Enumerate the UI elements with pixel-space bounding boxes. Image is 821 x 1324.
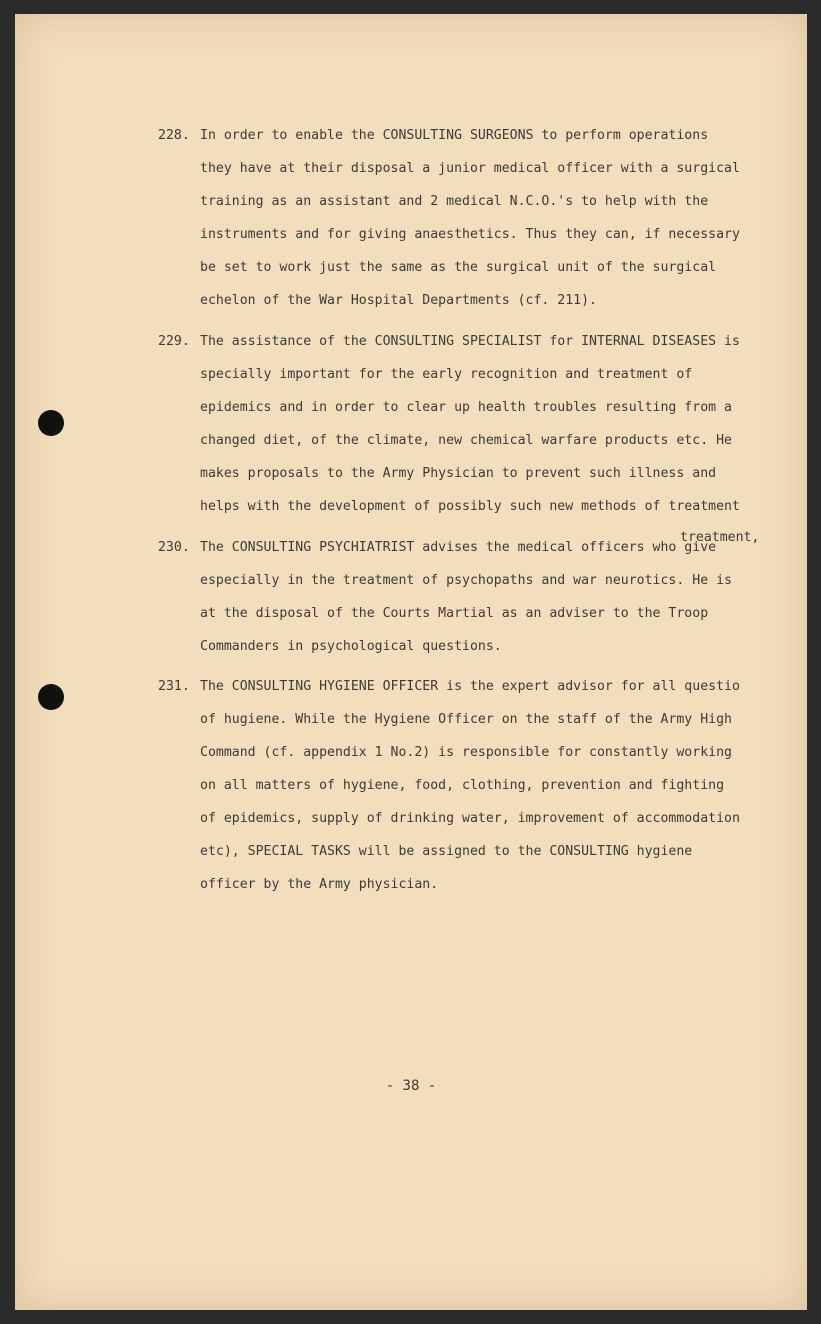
text-line: The CONSULTING PSYCHIATRIST advises the medical officers who give xyxy=(200,540,717,555)
paragraph-number: 231. xyxy=(158,679,190,694)
text-line: training as an assistant and 2 medical N.C.O.'s to help with the xyxy=(200,194,709,209)
text-line: of hugiene. While the Hygiene Officer on the staff of the Army High xyxy=(200,712,732,727)
text-line: at the disposal of the Courts Martial as an adviser to the Troop xyxy=(200,606,709,621)
text-line: Commanders in psychological questions. xyxy=(200,639,502,654)
text-line: on all matters of hygiene, food, clothing, prevention and fighting xyxy=(200,778,725,793)
text-line: changed diet, of the climate, new chemical warfare products etc. He xyxy=(200,433,732,448)
insertion-note: treatment, xyxy=(680,530,760,545)
text-line: Command (cf. appendix 1 No.2) is responsible for constantly working xyxy=(200,745,732,760)
text-line: epidemics and in order to clear up health troubles resulting from a xyxy=(200,400,732,415)
text-line: instruments and for giving anaesthetics. Thus they can, if necessary xyxy=(200,227,740,242)
text-line: helps with the development of possibly such new methods of treatment xyxy=(200,499,740,514)
text-line: officer by the Army physician. xyxy=(200,877,439,892)
text-line: The CONSULTING HYGIENE OFFICER is the expert advisor for all questio xyxy=(200,679,740,694)
paragraph-number: 229. xyxy=(158,334,190,349)
text-line: echelon of the War Hospital Departments (cf. 211). xyxy=(200,293,597,308)
punch-hole xyxy=(38,410,64,436)
page-number: - 38 - xyxy=(385,1078,437,1094)
text-line: of epidemics, supply of drinking water, improvement of accommodation xyxy=(200,811,740,826)
text-line: In order to enable the CONSULTING SURGEONS to perform operations xyxy=(200,128,709,143)
punch-hole xyxy=(38,684,64,710)
paragraph-number: 230. xyxy=(158,540,190,555)
text-line: specially important for the early recognition and treatment of xyxy=(200,367,693,382)
text-line: etc), SPECIAL TASKS will be assigned to the CONSULTING hygiene xyxy=(200,844,693,859)
text-line: makes proposals to the Army Physician to prevent such illness and xyxy=(200,466,717,481)
document-page xyxy=(15,14,807,1310)
paragraph-number: 228. xyxy=(158,128,190,143)
text-line: they have at their disposal a junior medical officer with a surgical xyxy=(200,161,740,176)
text-line: be set to work just the same as the surgical unit of the surgical xyxy=(200,260,717,275)
text-line: especially in the treatment of psychopaths and war neurotics. He is xyxy=(200,573,732,588)
text-line: The assistance of the CONSULTING SPECIALIST for INTERNAL DISEASES is xyxy=(200,334,740,349)
